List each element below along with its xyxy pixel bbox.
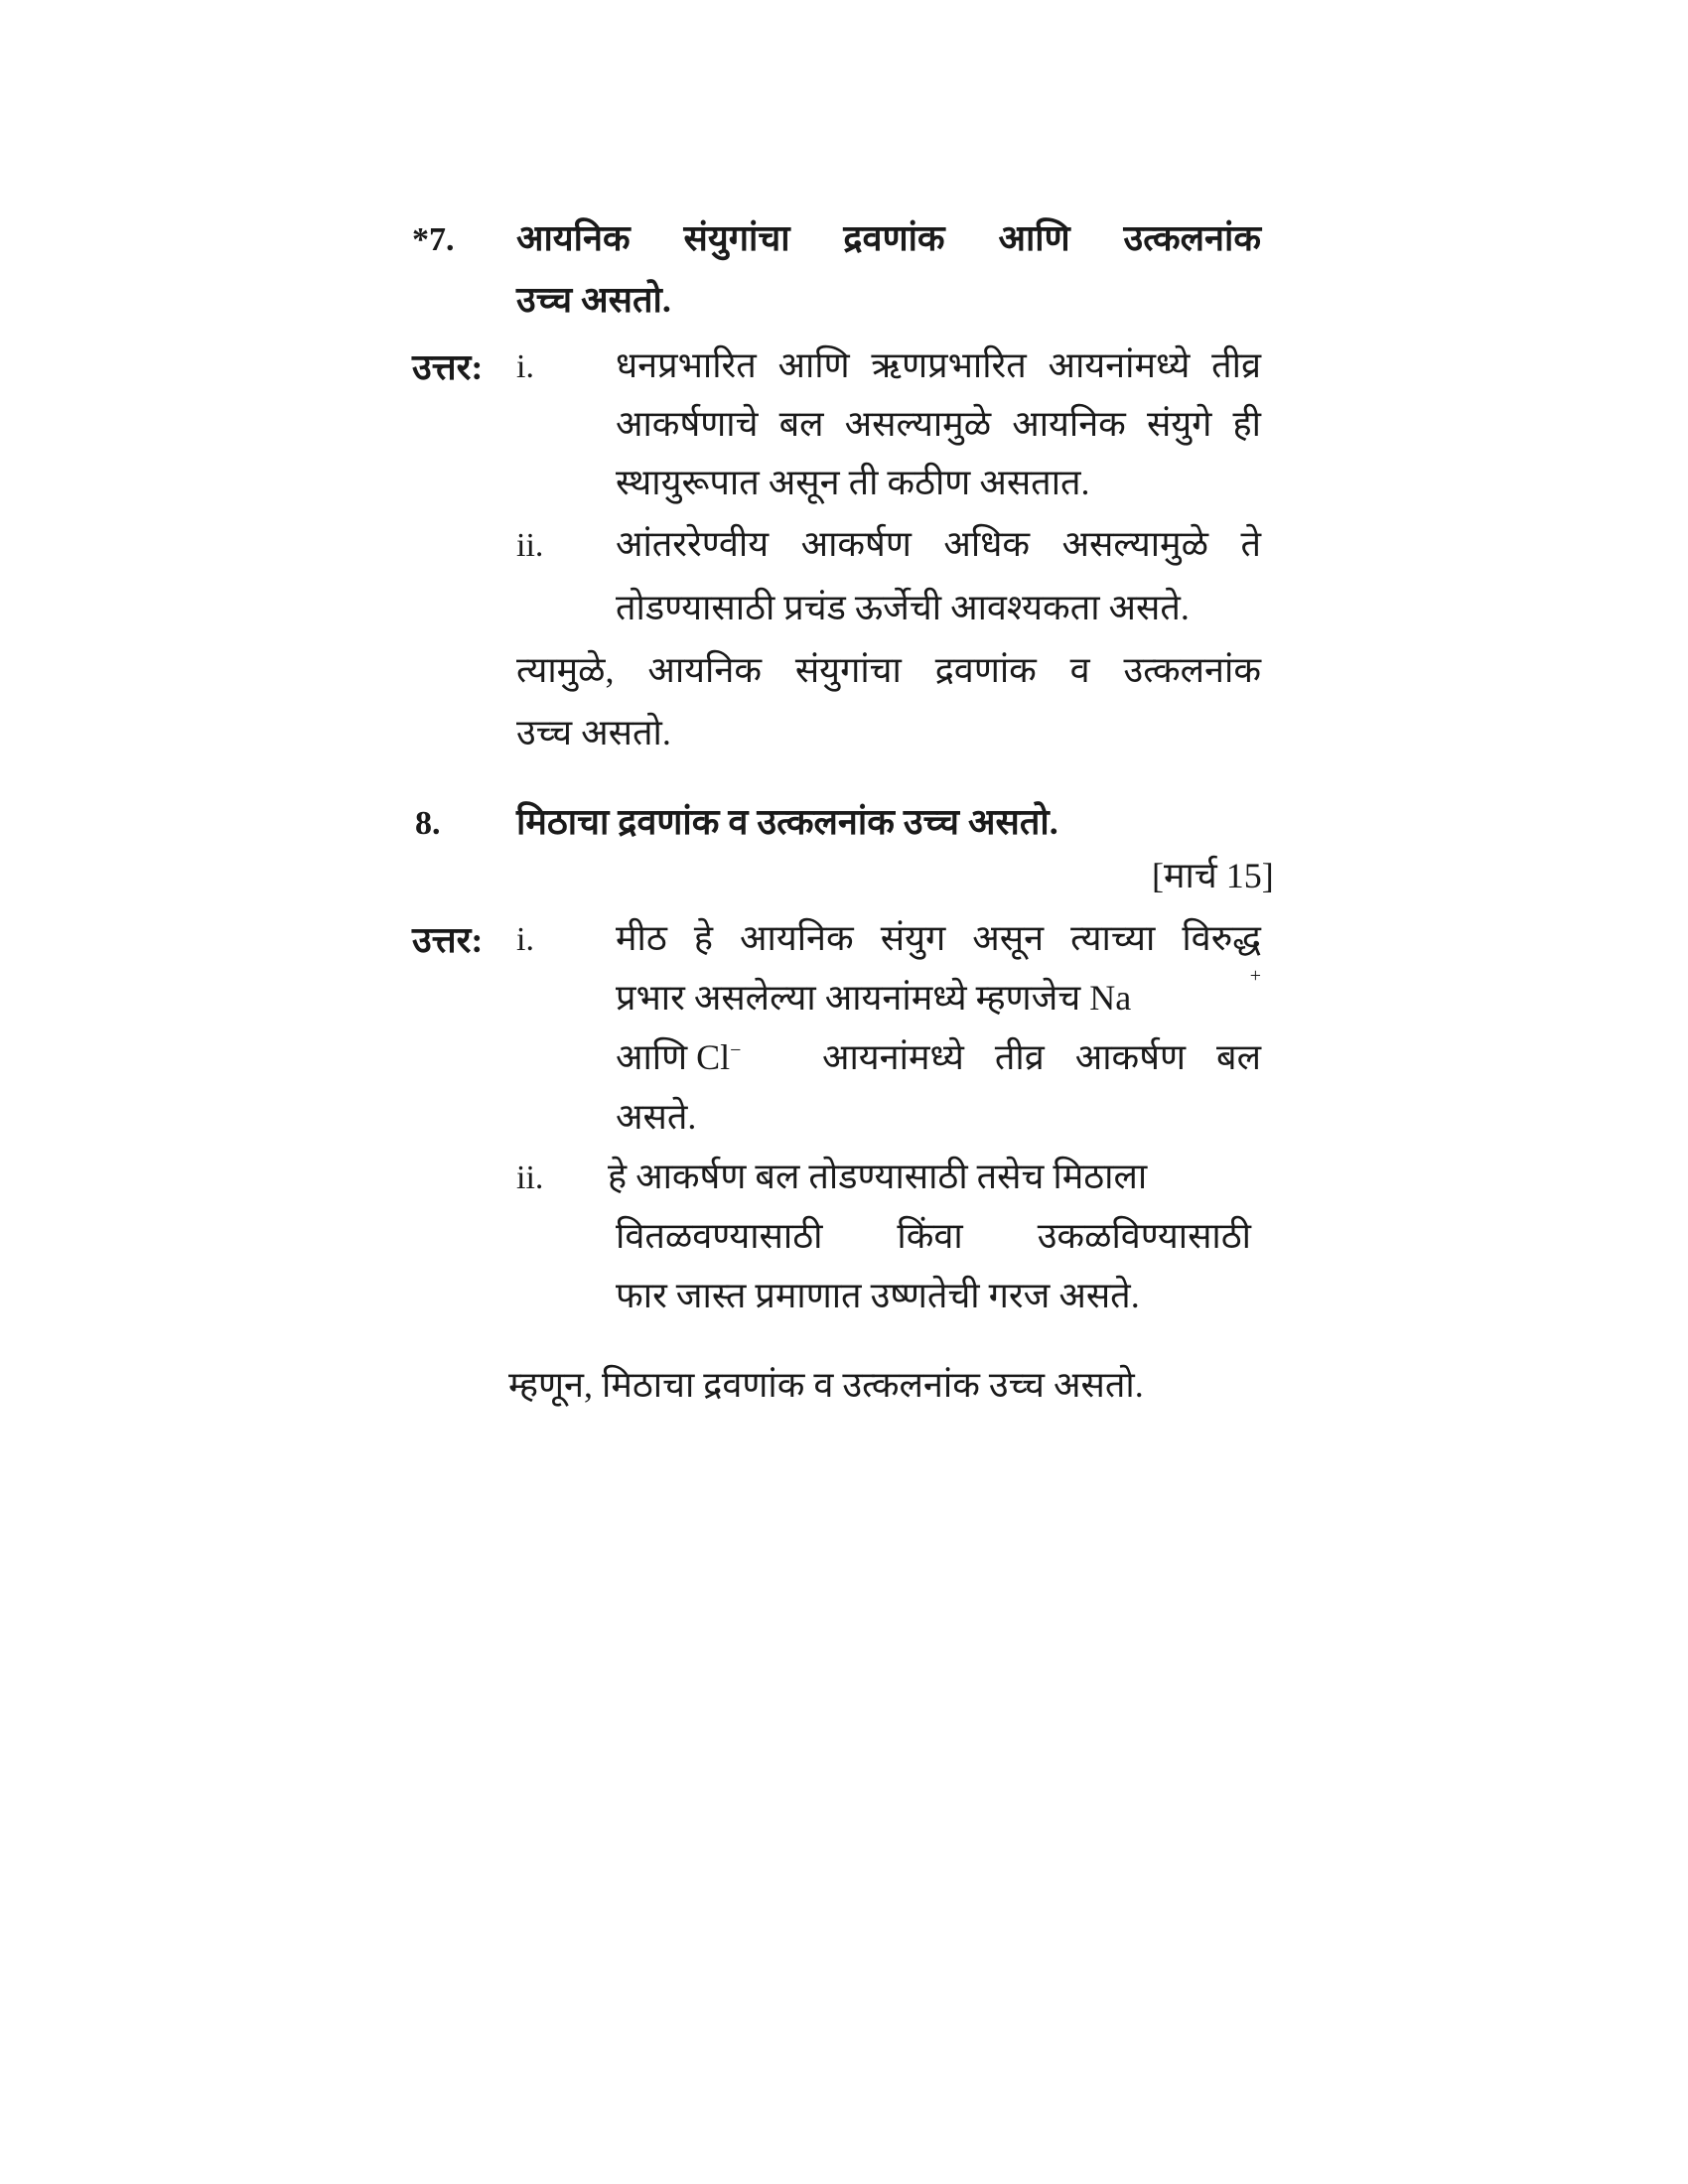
answer-line: आकर्षणाचे बल असल्यामुळे आयनिक संयुगे ही <box>616 404 1261 444</box>
conclusion-line: उच्च असतो. <box>516 713 671 752</box>
answer-line: हे आकर्षण बल तोडण्यासाठी तसेच मिठाला <box>608 1157 1148 1196</box>
question-title-line-1: आयनिक संयुगांचा द्रवणांक आणि उत्कलनांक <box>516 218 1261 258</box>
point-marker: i. <box>516 348 534 385</box>
answer-label: उत्तर: <box>412 347 484 387</box>
answer-line: फार जास्त प्रमाणात उष्णतेची गरज असते. <box>616 1276 1140 1315</box>
question-number: 8. <box>415 805 441 842</box>
answer-text-rest: आयनांमध्ये तीव्र आकर्षण बल <box>821 1037 1261 1077</box>
answer-line: असते. <box>616 1097 697 1137</box>
answer-text: प्रभार असलेल्या आयनांमध्ये म्हणजेच Na <box>616 978 1132 1018</box>
answer-text-part <box>616 1035 741 1079</box>
exam-tag: [मार्च 15] <box>1152 856 1274 895</box>
answer-line: स्थायुरूपात असून ती कठीण असतात. <box>616 463 1090 502</box>
question-title-line-2: उच्च असतो. <box>516 280 671 320</box>
superscript-minus: − <box>730 1039 742 1061</box>
answer-line: वितळवण्यासाठी किंवा उकळविण्यासाठी <box>616 1216 1251 1256</box>
answer-line: धनप्रभारित आणि ऋणप्रभारित आयनांमध्ये तीव्र <box>616 345 1261 385</box>
question-title: मिठाचा द्रवणांक व उत्कलनांक उच्च असतो. <box>516 802 1058 842</box>
answer-line: तोडण्यासाठी प्रचंड ऊर्जेची आवश्यकता असते. <box>616 588 1190 627</box>
conclusion-line: म्हणून, मिठाचा द्रवणांक व उत्कलनांक उच्च असतो. <box>508 1365 1144 1405</box>
question-number: *7. <box>412 221 455 258</box>
point-marker: ii. <box>516 1160 544 1196</box>
answer-line: आंतररेण्वीय आकर्षण अधिक असल्यामुळे ते <box>616 524 1261 564</box>
conclusion-line: त्यामुळे, आयनिक संयुगांचा द्रवणांक व उत्कलनांक <box>516 650 1261 690</box>
point-marker: ii. <box>516 527 544 564</box>
point-marker: i. <box>516 921 534 958</box>
superscript-plus: + <box>1249 965 1261 987</box>
answer-line-with-ion <box>616 965 1261 1020</box>
answer-label: उत्तर: <box>412 920 484 960</box>
answer-line-with-ion <box>616 1035 1261 1079</box>
ion-text: आणि Cl <box>616 1037 731 1077</box>
answer-line: मीठ हे आयनिक संयुग असून त्याच्या विरुद्ध <box>616 918 1261 958</box>
